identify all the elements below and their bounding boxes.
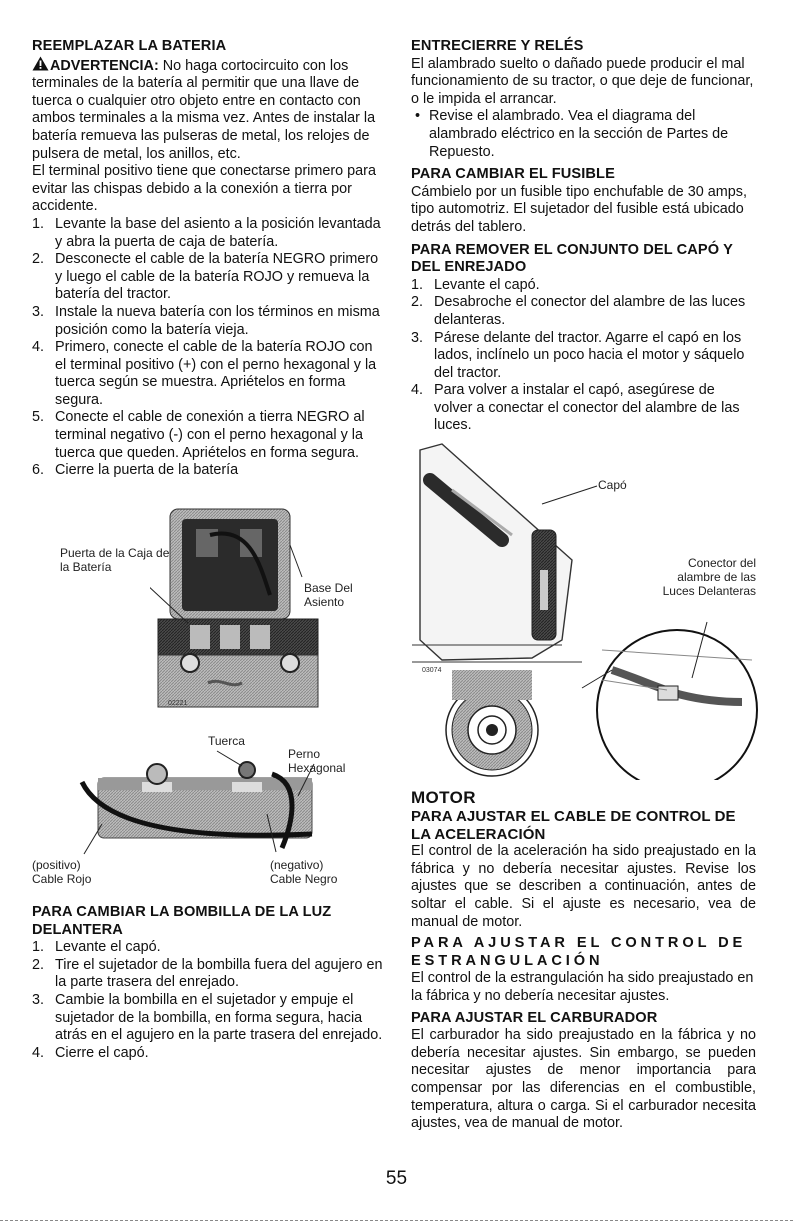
label-hex-bolt: Perno Hexagonal: [288, 747, 346, 775]
battery-heading: REEMPLAZAR LA BATERIA: [32, 38, 227, 54]
figure-code: 02221: [168, 700, 188, 707]
choke-text: El control de la estrangulación ha sido preajustado en la fábrica y no debería necesitar ajustes.: [411, 970, 754, 1004]
warning-triangle-icon: [32, 56, 49, 71]
list-item: 5. Conecte el cable de conexión a tierra NEGRO al terminal negativo (-) con el perno hexagonal y la tuerca que queden. Apriételos en forma segura.: [32, 409, 365, 461]
bulb-section: [32, 904, 384, 1062]
list-item: 4. Para volver a instalar el capó, asegúrese de volver a conectar el conector del alambre de las luces.: [411, 382, 740, 434]
list-item: 6. Cierre la puerta de la batería: [32, 462, 239, 479]
label-headlight-connector: Conector del alambre de las Luces Delanteras: [662, 556, 756, 598]
label-nut: Tuerca: [208, 734, 245, 748]
list-item: 1. Levante el capó.: [32, 939, 161, 956]
list-item: • Revise el alambrado. Vea el diagrama del alambrado eléctrico en la sección de Partes de Repuesto.: [411, 108, 756, 161]
hood-steps: [411, 277, 756, 435]
hood-heading: PARA REMOVER EL CONJUNTO DEL CAPÓ Y DEL ENREJADO: [411, 241, 733, 276]
fuse-heading: PARA CAMBIAR EL FUSIBLE: [411, 166, 615, 183]
list-item: 3. Cambie la bombilla en el sujetador y empuje el sujetador de la bombilla, en forma segura, hacia atrás en el agujero en la parte trasera del enrejado.: [32, 991, 383, 1044]
list-item: 3. Instale la nueva batería con los términos en misma posición como la batería vieja.: [32, 303, 380, 338]
label-battery-door: Puerta de la Caja de la Batería: [60, 546, 170, 574]
list-item: 4. Cierre el capó.: [32, 1044, 149, 1061]
figure-code: 03074: [422, 667, 442, 674]
relay-text: El alambrado suelto o dañado puede producir el mal funcionamiento de su tractor, o que deje de funcionar, o le impida el arrancar.: [411, 55, 754, 107]
list-item: 3. Párese delante del tractor. Agarre el capó en los lados, inclínelo un poco hacia el motor y sáquelo del tractor.: [411, 329, 745, 381]
warning-text: No haga cortocircuito con los terminales de la batería al permitir que una llave de tuerca o cualquier otro objeto entre en contacto con ambos terminales a la misma vez. Antes de instalar la batería remueva las pulseras de metal, los relojes de pulsera de metal, los anillos, etc.: [32, 57, 376, 162]
battery-cables-figure: [62, 744, 342, 856]
list-item: 2. Desabroche el conector del alambre de las luces delanteras.: [411, 294, 746, 328]
throttle-heading: PARA AJUSTAR EL CABLE DE CONTROL DE LA ACELERACIÓN: [411, 808, 736, 843]
bottom-divider: [0, 1220, 793, 1221]
choke-heading: PARA AJUSTAR EL CONTROL DE ESTRANGULACIÓN: [411, 935, 747, 969]
label-negative-cable: (negativo) Cable Negro: [270, 858, 338, 886]
left-column: [32, 38, 384, 480]
fuse-text: Cámbielo por un fusible tipo enchufable de 30 amps, tipo automotriz. El sujetador del fusible está ubicado detrás del tablero.: [411, 183, 747, 235]
motor-section: [411, 788, 756, 1133]
list-item: 2. Tire el sujetador de la bombilla fuera del agujero en la parte trasera del enrejado.: [32, 956, 383, 991]
relay-bullets: [411, 108, 756, 161]
carb-heading: PARA AJUSTAR EL CARBURADOR: [411, 1009, 658, 1026]
list-item: 1. Levante el capó.: [411, 276, 540, 293]
list-item: 2. Desconecte el cable de la batería NEGRO primero y luego el cable de la batería ROJO y remueva la batería del tractor.: [32, 251, 379, 303]
carb-text: El carburador ha sido preajustado en la fábrica y no debería necesitar ajustes. Sin embargo, se pueden necesitar ajustes de menor importancia para compensar por las diferencias en el combustible, temperatura, altura o carga. Si el carburador necesita ajustes, vea de manual de motor.: [411, 1027, 756, 1132]
warning-label: ADVERTENCIA:: [50, 57, 159, 74]
list-item: 1. Levante la base del asiento a la posición levantada y abra la puerta de caja de batería.: [32, 215, 381, 250]
battery-steps: [32, 216, 384, 480]
hood-connector-figure: [412, 440, 762, 780]
label-hood: Capó: [598, 478, 627, 492]
warning-paragraph: [32, 56, 384, 164]
bulb-steps: [32, 939, 384, 1062]
bulb-heading: PARA CAMBIAR LA BOMBILLA DE LA LUZ DELANTERA: [32, 904, 332, 938]
terminal-note: El terminal positivo tiene que conectarse primero para evitar las chispas debido a la conexión a tierra por accidente.: [32, 163, 376, 215]
label-positive-cable: (positivo) Cable Rojo: [32, 858, 92, 886]
battery-box-figure: [150, 505, 330, 715]
throttle-text: El control de la aceleración ha sido preajustado en la fábrica y no debería necesitar ajustes. Revise los ajustes que se describen a continuación, antes de soltar el cable. Si el ajuste es necesario, vea de manual de motor.: [411, 843, 756, 930]
page-number: 55: [385, 1168, 408, 1189]
relay-heading: ENTRECIERRE Y RELÉS: [411, 38, 584, 54]
motor-heading: MOTOR: [411, 788, 476, 807]
list-item: 4. Primero, conecte el cable de la batería ROJO con el terminal positivo (+) con el perno hexagonal y la tuerca según se muestra. Apriételos en forma segura.: [32, 339, 377, 408]
label-seat-base: Base Del Asiento: [304, 581, 353, 609]
right-column: [411, 38, 756, 435]
